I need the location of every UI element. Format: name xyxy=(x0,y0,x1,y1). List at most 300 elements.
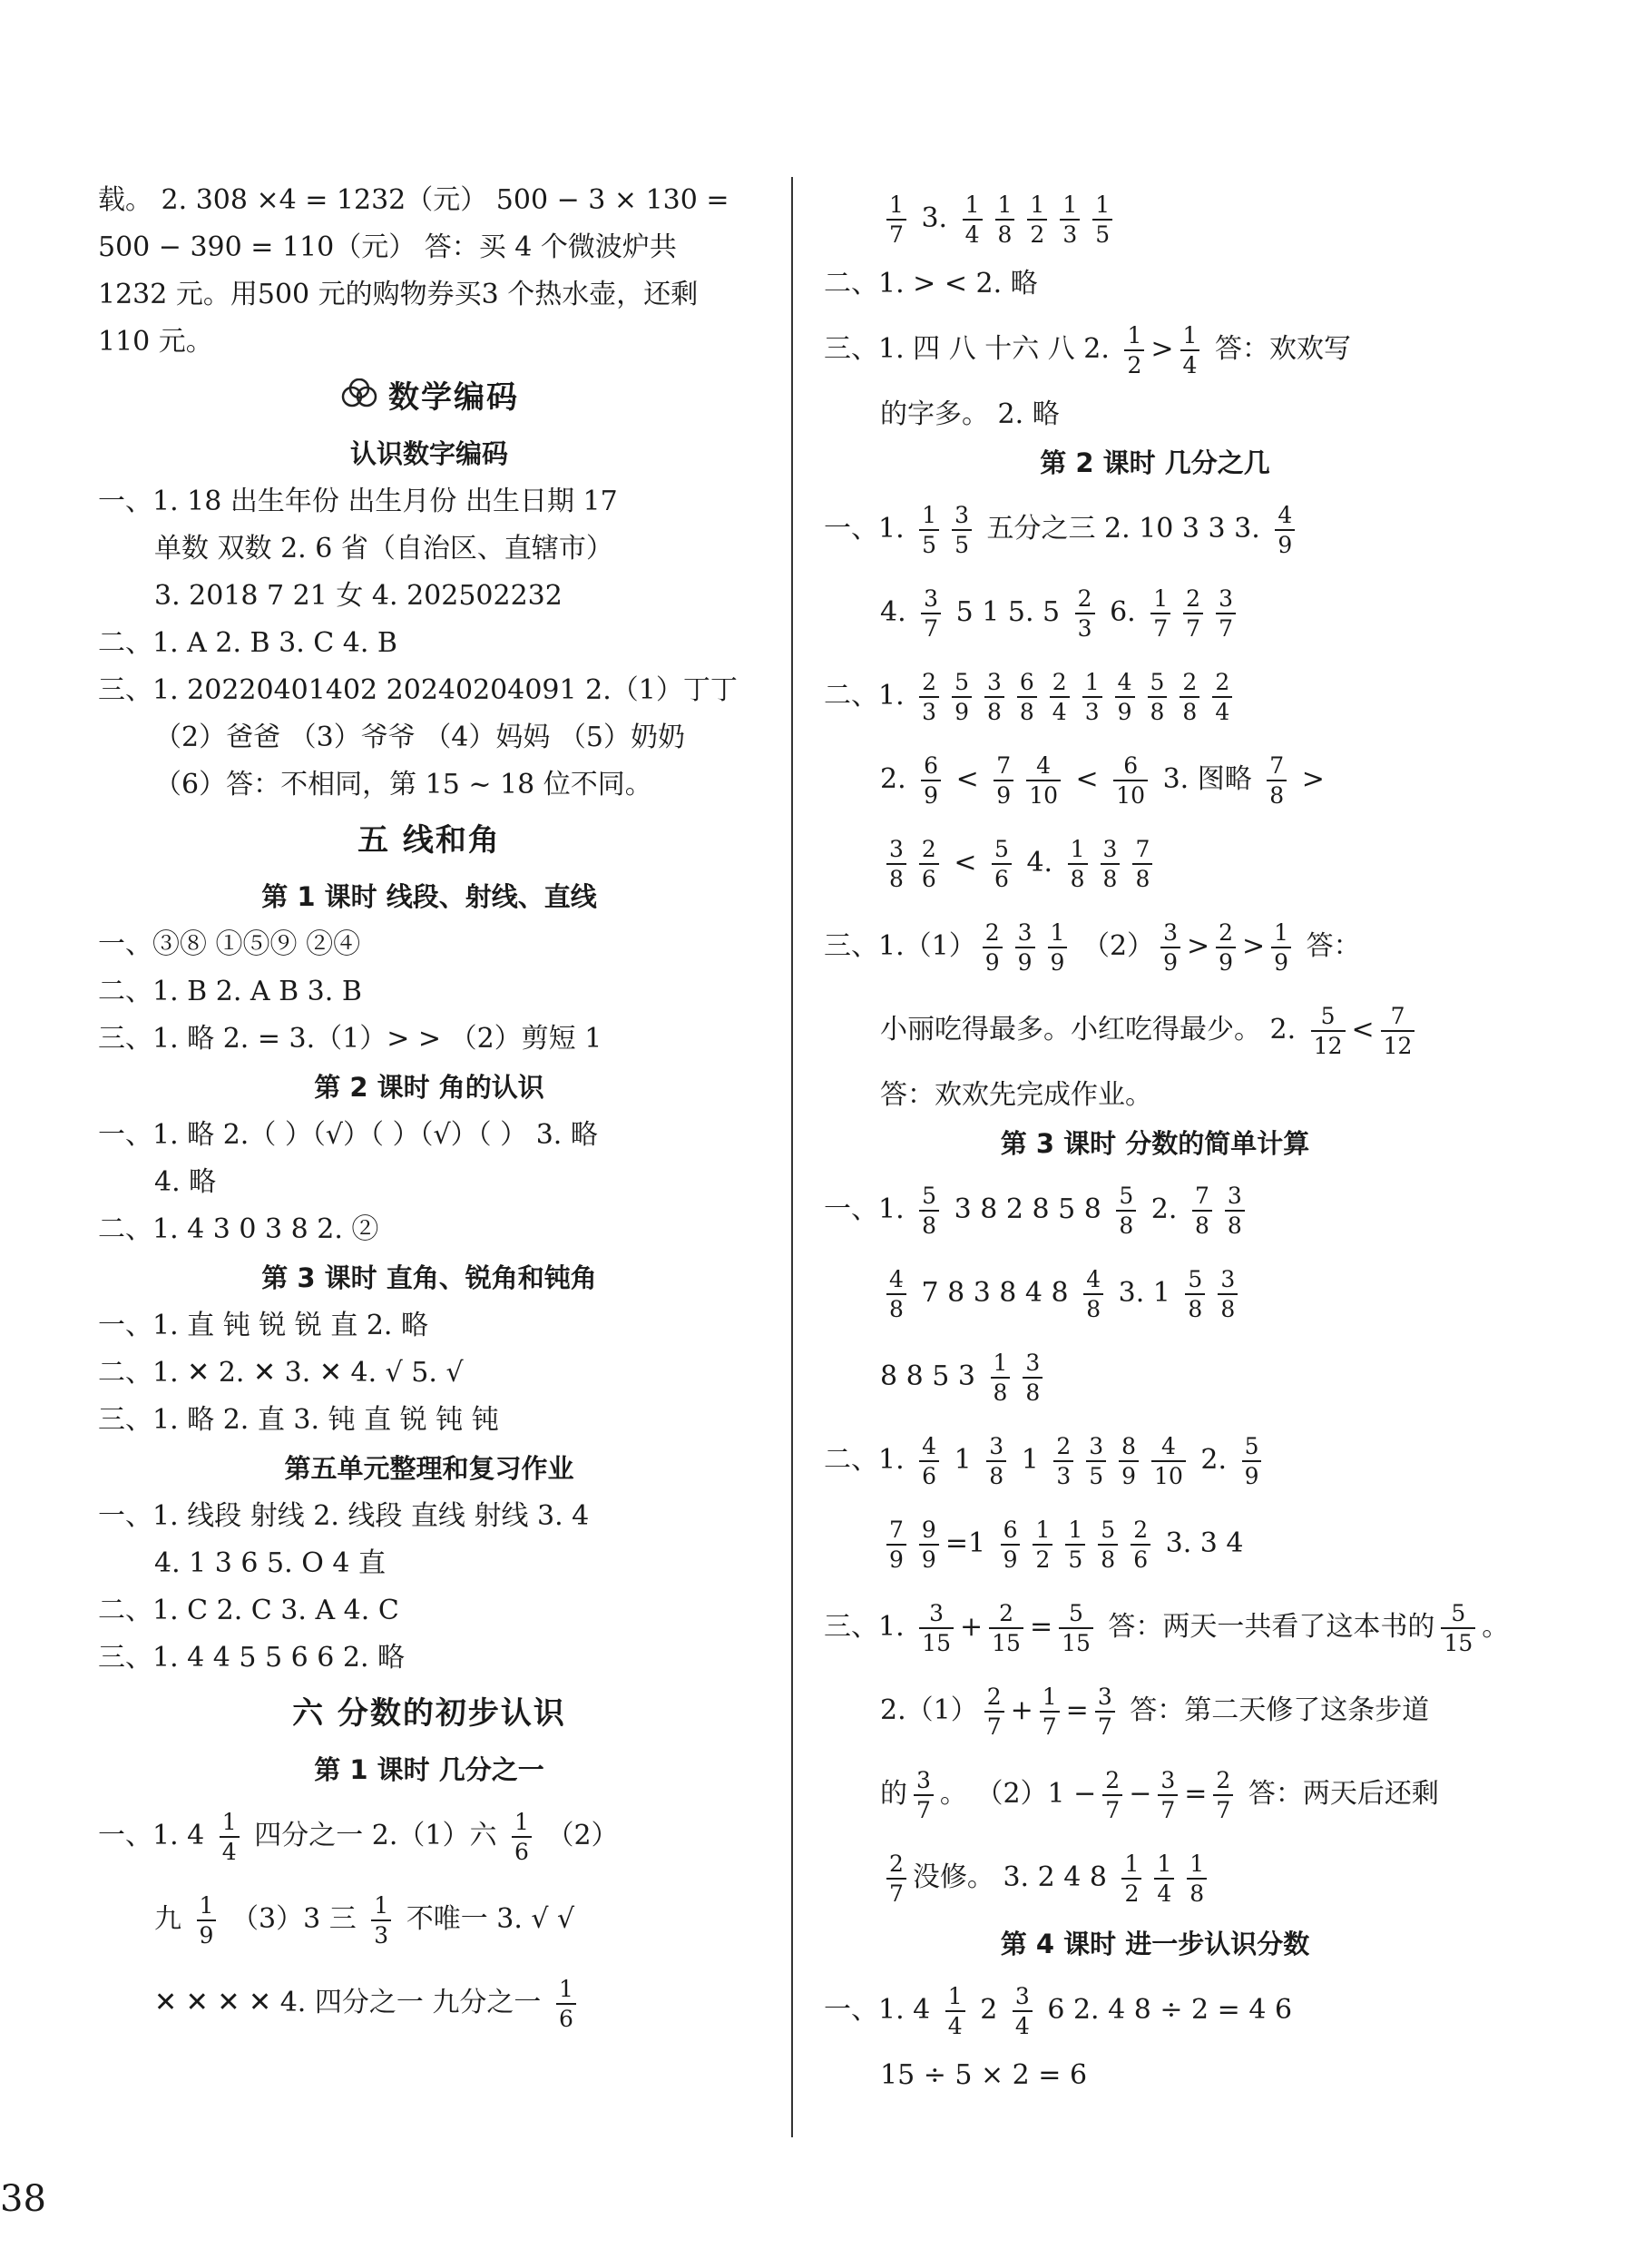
answer-line: 二、1. A 2. B 3. C 4. B xyxy=(98,627,397,659)
fraction xyxy=(1151,1435,1186,1487)
denominator: 8 xyxy=(1070,866,1085,892)
answer-text: > xyxy=(1293,763,1325,795)
numerator: 4 xyxy=(1083,1268,1103,1295)
numerator: 6 xyxy=(921,754,941,781)
answer-line xyxy=(824,1836,1486,1919)
answer-line xyxy=(824,1753,1486,1836)
answer-text: 。 xyxy=(1482,1611,1510,1643)
fraction xyxy=(1121,1852,1141,1905)
fraction xyxy=(1115,671,1135,723)
answer-text: 5 1 5. 5 xyxy=(947,596,1069,628)
denominator: 7 xyxy=(986,1713,1002,1740)
fraction xyxy=(1015,921,1035,974)
answer-text: 8 8 5 3 xyxy=(880,1360,984,1392)
lesson-title: 第 4 课时 进一步认识分数 xyxy=(1000,1929,1310,1959)
numerator: 2 xyxy=(1102,1769,1122,1796)
numerator: 1 xyxy=(556,1978,576,2005)
answer-line xyxy=(98,1961,760,2045)
denominator: 5 xyxy=(1089,1463,1104,1489)
answer-text: （2） xyxy=(537,1820,619,1851)
numerator: 9 xyxy=(919,1518,939,1546)
answer-text: 3 8 2 8 5 8 xyxy=(945,1193,1111,1225)
denominator: 9 xyxy=(1050,949,1065,976)
denominator: 9 xyxy=(199,1922,214,1949)
answer-text: = xyxy=(1184,1778,1208,1810)
section-title-text: 五 线和角 xyxy=(357,822,501,859)
answer-text: < xyxy=(945,847,986,879)
denominator: 8 xyxy=(1019,699,1034,725)
denominator: 9 xyxy=(996,782,1012,809)
section-title-text: 六 分数的初步认识 xyxy=(292,1695,566,1732)
fraction xyxy=(1187,1852,1207,1905)
fraction xyxy=(984,671,1004,723)
fraction xyxy=(886,1518,906,1571)
denominator: 4 xyxy=(1182,352,1198,378)
lesson-title: 第 3 课时 直角、锐角和钝角 xyxy=(261,1262,597,1293)
denominator: 15 xyxy=(922,1630,951,1656)
answer-text: 答：第二天修了这条步道 xyxy=(1121,1694,1430,1726)
fraction xyxy=(1180,324,1200,377)
answer-line xyxy=(824,1586,1510,1669)
section-title xyxy=(98,809,760,872)
fraction xyxy=(1148,671,1168,723)
fraction xyxy=(921,754,941,807)
answer-text: = xyxy=(1065,1694,1089,1726)
answer-text: < xyxy=(1351,1014,1375,1046)
denominator: 15 xyxy=(1062,1630,1091,1656)
fraction xyxy=(1218,1268,1238,1321)
denominator: 5 xyxy=(922,532,937,558)
denominator: 9 xyxy=(1277,532,1293,558)
denominator: 9 xyxy=(889,1546,904,1573)
fraction xyxy=(1086,1435,1106,1487)
numerator: 1 xyxy=(1187,1852,1207,1880)
numerator: 3 xyxy=(1023,1351,1043,1379)
numerator: 4 xyxy=(919,1435,939,1462)
numerator: 7 xyxy=(994,754,1013,781)
fraction xyxy=(952,504,972,556)
numerator: 8 xyxy=(1119,1435,1139,1462)
denominator: 9 xyxy=(1017,949,1033,976)
answer-line: 3. 2018 7 21 女 4. 202502232 xyxy=(154,580,563,612)
fraction xyxy=(220,1811,240,1863)
fraction xyxy=(986,1435,1006,1487)
answer-text: 2. xyxy=(1191,1444,1236,1476)
fraction xyxy=(919,504,939,556)
answer-text: > xyxy=(1186,930,1210,962)
answer-text: + xyxy=(1010,1694,1033,1726)
denominator: 7 xyxy=(1042,1713,1057,1740)
denominator: 7 xyxy=(1186,615,1201,642)
fraction xyxy=(914,1769,934,1821)
numerator: 3 xyxy=(886,838,906,865)
numerator: 2 xyxy=(1216,921,1236,948)
numerator: 5 xyxy=(1059,1602,1093,1629)
denominator: 8 xyxy=(1102,866,1118,892)
fraction xyxy=(963,193,983,246)
numerator: 1 xyxy=(512,1811,532,1838)
fraction xyxy=(886,1852,906,1905)
denominator: 8 xyxy=(1194,1213,1209,1239)
fraction xyxy=(1098,1518,1118,1571)
answer-line xyxy=(824,1168,1486,1252)
numerator: 1 xyxy=(995,193,1015,221)
denominator: 8 xyxy=(986,699,1002,725)
denominator: 4 xyxy=(1014,2013,1030,2039)
denominator: 4 xyxy=(947,2013,963,2039)
lesson-title: 认识数字编码 xyxy=(349,438,508,469)
answer-text: 五分之三 2. 10 3 3 3. xyxy=(977,513,1269,545)
fraction xyxy=(1082,671,1102,723)
numerator: 7 xyxy=(1381,1005,1415,1032)
fraction xyxy=(1065,1518,1085,1571)
answer-text: 4. xyxy=(880,596,915,628)
denominator: 9 xyxy=(1121,1463,1137,1489)
answer-line: 的字多。 2. 略 xyxy=(880,398,1060,430)
answer-text: ✕ ✕ ✕ ✕ 4. 四分之一 九分之一 xyxy=(154,1987,550,2018)
fraction xyxy=(1271,921,1291,974)
answer-text: 一、1. 4 xyxy=(824,1994,939,2026)
denominator: 3 xyxy=(922,699,937,725)
numerator: 7 xyxy=(1267,754,1287,781)
answer-text: 7 8 3 8 4 8 xyxy=(912,1277,1078,1309)
answer-text: 的 xyxy=(880,1778,907,1810)
fraction xyxy=(995,193,1015,246)
answer-text: 答：欢欢写 xyxy=(1206,333,1351,365)
answer-text: 2. xyxy=(880,763,915,795)
denominator: 8 xyxy=(989,1463,1004,1489)
answer-line xyxy=(824,654,1486,738)
numerator: 1 xyxy=(1040,1685,1060,1713)
answer-line: 110 元。 xyxy=(98,326,213,358)
denominator: 9 xyxy=(1244,1463,1259,1489)
left-column xyxy=(98,177,760,2045)
fraction xyxy=(984,1685,1004,1738)
numerator: 7 xyxy=(886,1518,906,1546)
answer-text: 1 xyxy=(1013,1444,1048,1476)
numerator: 5 xyxy=(1311,1005,1346,1032)
answer-line xyxy=(824,487,1486,571)
fraction xyxy=(919,671,939,723)
answer-line: 答：欢欢先完成作业。 xyxy=(880,1079,1152,1111)
denominator: 15 xyxy=(992,1630,1021,1656)
denominator: 9 xyxy=(984,949,1000,976)
numerator: 3 xyxy=(914,1769,934,1796)
fraction xyxy=(1060,193,1080,246)
section-title-text: 数学编码 xyxy=(388,379,519,416)
denominator: 7 xyxy=(916,1797,931,1823)
section-title xyxy=(98,366,760,429)
fraction xyxy=(921,587,941,640)
lesson-title: 第 2 课时 角的认识 xyxy=(314,1072,544,1103)
answer-line xyxy=(824,988,1486,1072)
answer-text: 3. 图略 xyxy=(1154,763,1261,795)
answer-text: 答：两天后还剩 xyxy=(1239,1778,1439,1810)
fraction xyxy=(1381,1005,1415,1057)
denominator: 3 xyxy=(1077,615,1092,642)
fraction xyxy=(197,1894,217,1947)
numerator: 1 xyxy=(1033,1518,1052,1546)
answer-text: 小丽吃得最多。小红吃得最少。 2. xyxy=(880,1014,1305,1046)
denominator: 5 xyxy=(1095,221,1111,248)
denominator: 9 xyxy=(1274,949,1289,976)
fraction xyxy=(1040,1685,1060,1738)
lesson-title: 第 3 课时 分数的简单计算 xyxy=(1000,1128,1310,1159)
answer-text: 3. 3 4 xyxy=(1157,1527,1244,1559)
column-divider xyxy=(791,177,793,2137)
answer-text: = xyxy=(1029,1611,1053,1643)
fraction xyxy=(1119,1435,1139,1487)
denominator: 8 xyxy=(1119,1213,1134,1239)
fraction xyxy=(1026,754,1061,807)
answer-text: 三、1. xyxy=(824,1611,914,1643)
numerator: 5 xyxy=(1242,1435,1262,1462)
denominator: 8 xyxy=(1101,1546,1116,1573)
answer-text: 二、1. xyxy=(824,680,914,712)
denominator: 8 xyxy=(997,221,1013,248)
fraction xyxy=(992,838,1012,890)
numerator: 1 xyxy=(197,1894,217,1921)
numerator: 6 xyxy=(1113,754,1148,781)
numerator: 5 xyxy=(919,1184,939,1212)
answer-line: 500 − 390 = 110（元） 答：买 4 个微波炉共 xyxy=(98,231,677,263)
fraction xyxy=(919,838,939,890)
denominator: 8 xyxy=(1188,1296,1203,1322)
answer-text: 4. xyxy=(1017,847,1062,879)
fraction xyxy=(1113,754,1148,807)
answer-text: 。 （2）1 − xyxy=(939,1778,1097,1810)
answer-text: < xyxy=(947,763,988,795)
numerator: 1 xyxy=(991,1351,1011,1379)
numerator: 1 xyxy=(1121,1852,1141,1880)
denominator: 2 xyxy=(1030,221,1045,248)
numerator: 5 xyxy=(1116,1184,1136,1212)
numerator: 5 xyxy=(1148,671,1168,698)
denominator: 9 xyxy=(954,699,969,725)
answer-line: 一、1. 线段 射线 2. 线段 直线 射线 3. 4 xyxy=(98,1500,590,1532)
numerator: 4 xyxy=(1026,754,1061,781)
answer-text: （2） xyxy=(1073,930,1155,962)
denominator: 12 xyxy=(1313,1033,1343,1059)
numerator: 2 xyxy=(1180,671,1199,698)
fraction xyxy=(1116,1184,1136,1237)
fraction xyxy=(1267,754,1287,807)
fraction xyxy=(1213,1769,1233,1821)
numerator: 7 xyxy=(1192,1184,1212,1212)
numerator: 2 xyxy=(1053,1435,1073,1462)
answer-line: （2）爸爸 （3）爷爷 （4）妈妈 （5）奶奶 xyxy=(154,722,685,753)
denominator: 2 xyxy=(1124,1880,1140,1907)
numerator: 2 xyxy=(1050,671,1070,698)
denominator: 2 xyxy=(1035,1546,1051,1573)
answer-text: 没修。 3. 2 4 8 xyxy=(912,1861,1116,1893)
fraction xyxy=(1216,587,1236,640)
answer-line xyxy=(824,1669,1486,1753)
numerator: 2 xyxy=(1075,587,1095,614)
fraction xyxy=(1013,1985,1033,2037)
fraction xyxy=(1180,671,1199,723)
numerator: 2 xyxy=(1212,671,1232,698)
fraction xyxy=(1441,1602,1475,1654)
answer-line xyxy=(98,1794,760,1878)
numerator: 5 xyxy=(1441,1602,1475,1629)
answer-line: 三、1. 20220401402 20240204091 2.（1）丁丁 xyxy=(98,674,738,706)
numerator: 5 xyxy=(992,838,1012,865)
numerator: 5 xyxy=(1098,1518,1118,1546)
answer-text: 2. xyxy=(1142,1193,1186,1225)
denominator: 8 xyxy=(1189,1880,1205,1907)
numerator: 1 xyxy=(1092,193,1112,221)
fraction xyxy=(989,1602,1023,1654)
fraction xyxy=(512,1811,532,1863)
lesson-title: 第 1 课时 几分之一 xyxy=(314,1754,544,1785)
answer-line: 一、③⑧ ①⑤⑨ ②④ xyxy=(98,928,361,960)
numerator: 3 xyxy=(1218,1268,1238,1295)
answer-line: 二、1. 4 3 0 3 8 2. ② xyxy=(98,1213,379,1245)
numerator: 2 xyxy=(1183,587,1203,614)
answer-line xyxy=(98,1878,760,1961)
answer-text: 6 2. 4 8 ÷ 2 = 4 6 xyxy=(1038,1994,1293,2026)
numerator: 1 xyxy=(220,1811,240,1838)
numerator: 4 xyxy=(1275,504,1295,531)
denominator: 8 xyxy=(1220,1296,1236,1322)
numerator: 3 xyxy=(1225,1184,1245,1212)
answer-line xyxy=(824,1335,1486,1419)
fraction xyxy=(919,1602,954,1654)
fraction xyxy=(1050,671,1070,723)
fraction xyxy=(1192,1184,1212,1237)
answer-line: 一、1. 直 钝 锐 锐 直 2. 略 xyxy=(98,1310,428,1341)
numerator: 1 xyxy=(1065,1518,1085,1546)
fraction xyxy=(886,193,906,246)
fraction xyxy=(1017,671,1037,723)
answer-line: 二、1. > < 2. 略 xyxy=(824,268,1038,299)
numerator: 6 xyxy=(1001,1518,1021,1546)
answer-line: 一、1. 18 出生年份 出生月份 出生日期 17 xyxy=(98,486,618,517)
numerator: 1 xyxy=(1154,1852,1174,1880)
denominator: 9 xyxy=(1117,699,1132,725)
fraction xyxy=(1154,1852,1174,1905)
fraction xyxy=(994,754,1013,807)
fraction xyxy=(945,1985,965,2037)
answer-text: 三、1. 四 八 十六 八 2. xyxy=(824,333,1119,365)
numerator: 1 xyxy=(1271,921,1291,948)
fraction xyxy=(886,838,906,890)
denominator: 7 xyxy=(1160,1797,1176,1823)
denominator: 4 xyxy=(221,1839,237,1865)
fraction xyxy=(1311,1005,1346,1057)
answer-line xyxy=(824,1252,1486,1335)
fraction xyxy=(1102,1769,1122,1821)
denominator: 4 xyxy=(964,221,980,248)
lesson-title: 第 2 课时 几分之几 xyxy=(1040,447,1270,478)
numerator: 3 xyxy=(986,1435,1006,1462)
denominator: 3 xyxy=(374,1922,389,1949)
denominator: 3 xyxy=(1056,1463,1072,1489)
denominator: 7 xyxy=(1216,1797,1231,1823)
answer-line xyxy=(824,177,1486,260)
denominator: 9 xyxy=(924,782,939,809)
numerator: 5 xyxy=(1185,1268,1205,1295)
denominator: 6 xyxy=(922,1463,937,1489)
denominator: 3 xyxy=(1062,221,1078,248)
numerator: 3 xyxy=(1216,587,1236,614)
numerator: 4 xyxy=(886,1268,906,1295)
numerator: 2 xyxy=(989,1602,1023,1629)
denominator: 5 xyxy=(1068,1546,1083,1573)
answer-line xyxy=(824,571,1486,654)
answer-text: 三、1.（1） xyxy=(824,930,976,962)
fraction xyxy=(1023,1351,1043,1404)
numerator: 1 xyxy=(1068,838,1088,865)
fraction xyxy=(1242,1435,1262,1487)
denominator: 9 xyxy=(921,1546,936,1573)
answer-text: =1 xyxy=(945,1527,994,1559)
answer-line: 15 ÷ 5 × 2 = 6 xyxy=(880,2059,1088,2091)
fraction xyxy=(1027,193,1047,246)
denominator: 6 xyxy=(514,1839,529,1865)
denominator: 7 xyxy=(1097,1713,1112,1740)
denominator: 6 xyxy=(921,866,936,892)
denominator: 9 xyxy=(1003,1546,1018,1573)
denominator: 15 xyxy=(1444,1630,1473,1656)
answer-text: 3. xyxy=(912,202,956,234)
answer-text: 四分之一 2.（1）六 xyxy=(245,1820,506,1851)
answer-text: （3）3 三 xyxy=(222,1903,366,1935)
fraction xyxy=(886,1268,906,1321)
numerator: 1 xyxy=(945,1985,965,2012)
denominator: 6 xyxy=(1133,1546,1149,1573)
fraction xyxy=(1059,1602,1093,1654)
fraction xyxy=(556,1978,576,2030)
answer-text: 九 xyxy=(154,1903,191,1935)
answer-text: 3. 1 xyxy=(1110,1277,1180,1309)
numerator: 3 xyxy=(1158,1769,1178,1796)
numerator: 1 xyxy=(1150,587,1170,614)
denominator: 5 xyxy=(954,532,969,558)
fraction xyxy=(1083,1268,1103,1321)
answer-text: 答：两天一共看了这本书的 xyxy=(1099,1611,1435,1643)
answer-text: 2 xyxy=(971,1994,1006,2026)
fraction xyxy=(1095,1685,1115,1738)
lesson-title: 第 1 课时 线段、射线、直线 xyxy=(261,881,597,912)
answer-text: 答： xyxy=(1297,930,1361,962)
fraction xyxy=(1124,324,1144,377)
denominator: 10 xyxy=(1154,1463,1183,1489)
denominator: 4 xyxy=(1215,699,1230,725)
denominator: 8 xyxy=(1135,866,1150,892)
fraction xyxy=(1216,921,1236,974)
denominator: 7 xyxy=(1105,1797,1121,1823)
fraction xyxy=(919,1184,939,1237)
numerator: 1 xyxy=(919,504,939,531)
numerator: 2 xyxy=(1213,1769,1233,1796)
fraction xyxy=(1158,1769,1178,1821)
fraction xyxy=(1150,587,1170,640)
right-column xyxy=(824,177,1510,2099)
fraction xyxy=(1132,838,1152,890)
denominator: 8 xyxy=(1150,699,1165,725)
section-title xyxy=(98,1682,760,1745)
denominator: 10 xyxy=(1029,782,1059,809)
numerator: 4 xyxy=(1151,1435,1186,1462)
numerator: 1 xyxy=(1060,193,1080,221)
answer-text: 一、1. 4 xyxy=(98,1820,213,1851)
denominator: 8 xyxy=(993,1379,1008,1406)
denominator: 6 xyxy=(994,866,1009,892)
denominator: 8 xyxy=(1025,1379,1041,1406)
numerator: 5 xyxy=(952,671,972,698)
